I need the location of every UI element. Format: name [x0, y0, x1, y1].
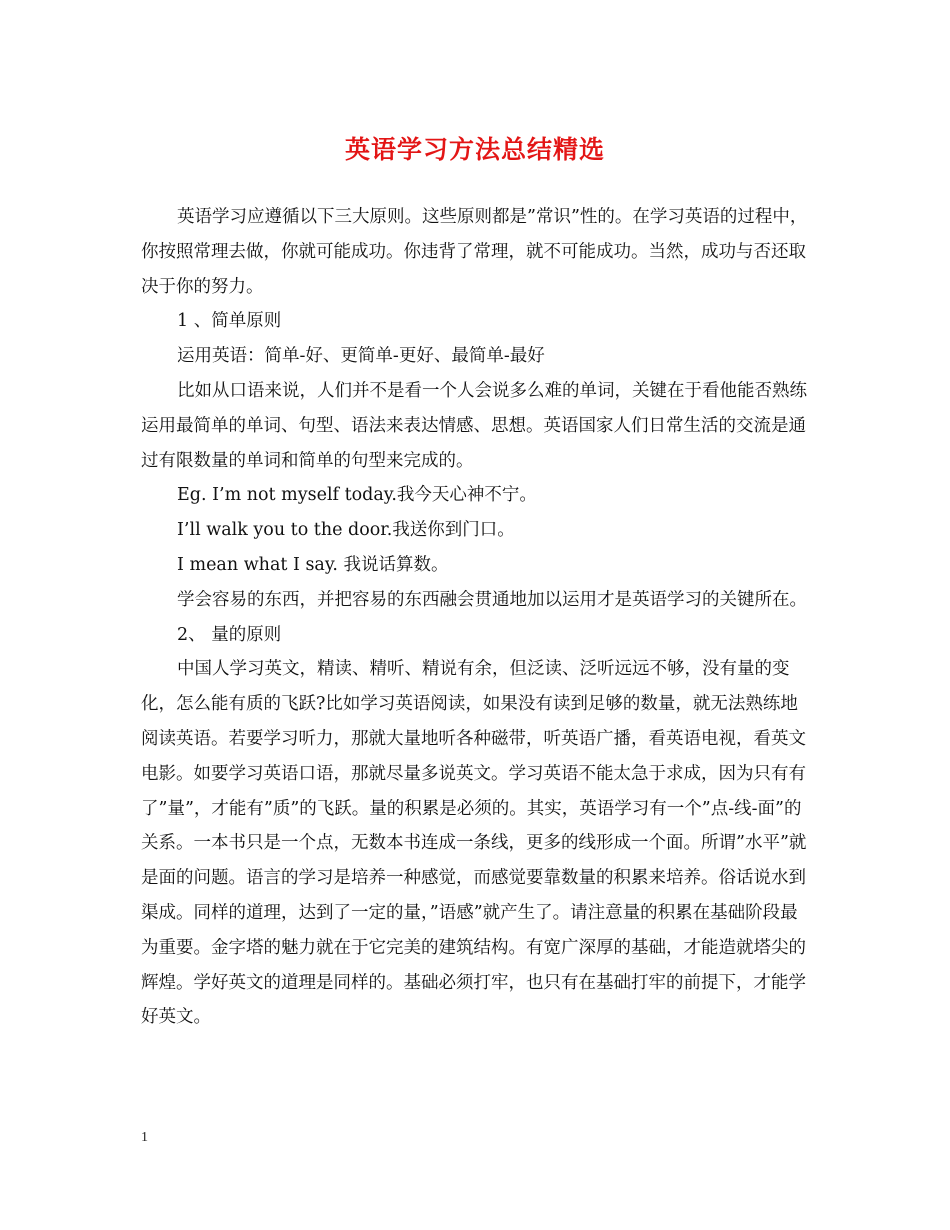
- example-sentence-2: I’ll walk you to the door.我送你到门口。: [177, 520, 515, 541]
- document-title: 英语学习方法总结精选: [344, 135, 605, 164]
- heading-quantity-principle: 2、 量的原则: [177, 624, 282, 645]
- example-sentence-1: Eg. I’m not myself today.我今天心神不宁。: [177, 485, 537, 506]
- paragraph-key-point: 学会容易的东西，并把容易的东西融会贯通地加以运用才是英语学习的关键所在。: [177, 589, 807, 610]
- paragraph-oral-example: 比如从口语来说，人们并不是看一个人会说多么难的单词，关键在于看他能否熟练运用最简单的单词、句型、语法来表达情感、思想。英语国家人们日常生活的交流是通过有限数量的单词和简单的句型来完成的。: [141, 380, 807, 471]
- paragraph-quantity: 中国人学习英文，精读、精听、精说有余，但泛读、泛听远远不够，没有量的变化，怎么能有质的飞跃?比如学习英语阅读，如果没有读到足够的数量，就无法熟练地阅读英语。若要学习听力，那就大量地听各种磁带，听英语广播，看英语电视，看英文电影。如要学习英语口语，那就尽量多说英文。学习英语不能太急于求成，因为只有有了”量”，才能有”质”的飞跃。量的积累是必须的。其实，英语学习有一个”点-线-面”的关系。一本书只是一个点，无数本书连成一条线，更多的线形成一个面。所谓”水平”就是面的问题。语言的学习是培养一种感觉，而感觉要靠数量的积累来培养。俗话说水到渠成。同样的道理，达到了一定的量，”语感”就产生了。请注意量的积累在基础阶段最为重要。金字塔的魅力就在于它完美的建筑结构。有宽广深厚的基础，才能造就塔尖的辉煌。学好英文的道理是同样的。基础必须打牢，也只有在基础打牢的前提下，才能学好英文。: [141, 659, 807, 1028]
- page-number: 1: [141, 1130, 148, 1145]
- example-sentence-3: I mean what I say. 我说话算数。: [177, 554, 449, 575]
- heading-simple-principle: 1 、简单原则: [177, 311, 282, 332]
- document-body: [141, 200, 813, 1035]
- paragraph-intro: 英语学习应遵循以下三大原则。这些原则都是”常识”性的。在学习英语的过程中，你按照常理去做，你就可能成功。你违背了常理，就不可能成功。当然，成功与否还取决于你的努力。: [141, 207, 808, 297]
- paragraph-usage: 运用英语：简单-好、更简单-更好、最简单-最好: [177, 346, 545, 367]
